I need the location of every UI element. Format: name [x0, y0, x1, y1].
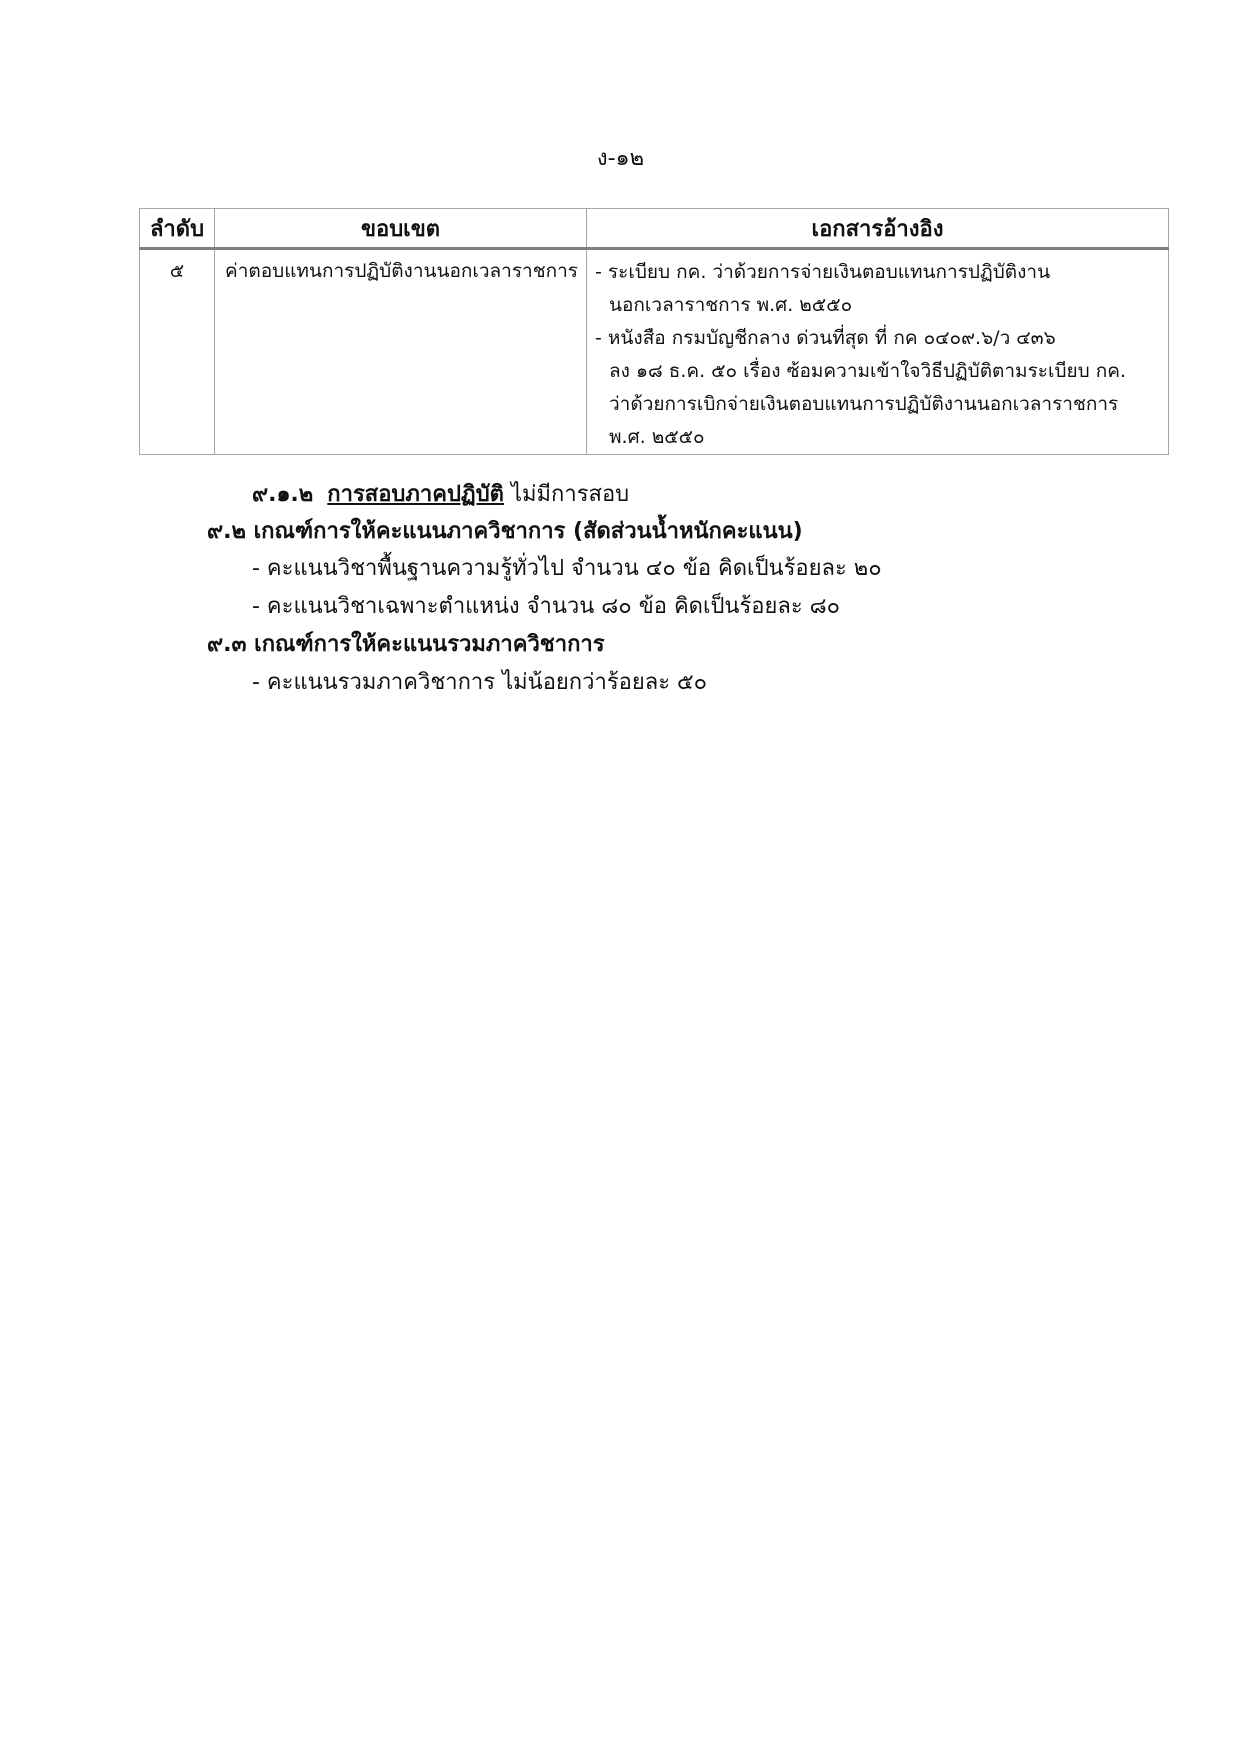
section-9-2-heading: ๙.๒ เกณฑ์การให้คะแนนภาควิชาการ (สัดส่วนน้ำหนักคะแนน) — [207, 519, 803, 544]
page-number: ง-๑๒ — [596, 146, 645, 171]
table-row — [140, 249, 1169, 455]
reference-line: - ระเบียบ กค. ว่าด้วยการจ่ายเงินตอบแทนการปฏิบัติงาน — [595, 261, 1051, 283]
reference-line: ลง ๑๘ ธ.ค. ๕๐ เรื่อง ซ้อมความเข้าใจวิธีปฏิบัติตามระเบียบ กค. — [609, 360, 1127, 382]
reference-table — [139, 208, 1169, 455]
header-scope: ขอบเขต — [215, 209, 587, 249]
section-9-1-2-title: การสอบภาคปฏิบัติ — [327, 482, 504, 507]
cell-scope: ค่าตอบแทนการปฏิบัติงานนอกเวลาราชการ — [215, 249, 587, 455]
reference-line: - หนังสือ กรมบัญชีกลาง ด่วนที่สุด ที่ กค ๐๔๐๙.๖/ว ๔๓๖ — [595, 327, 1056, 349]
cell-sequence: ๕ — [140, 249, 215, 455]
table-header-row — [140, 209, 1169, 249]
header-reference-documents: เอกสารอ้างอิง — [587, 209, 1169, 249]
section-9-1-2 — [252, 476, 629, 511]
header-sequence: ลำดับ — [140, 209, 215, 249]
section-9-1-2-text: ไม่มีการสอบ — [510, 482, 630, 507]
cell-references — [587, 249, 1169, 455]
reference-line: นอกเวลาราชการ พ.ศ. ๒๕๕๐ — [609, 294, 853, 316]
section-9-2-item: - คะแนนวิชาเฉพาะตำแหน่ง จำนวน ๘๐ ข้อ คิดเป็นร้อยละ ๘๐ — [252, 594, 841, 619]
section-9-1-2-number: ๙.๑.๒ — [252, 482, 314, 507]
section-9-3-item: - คะแนนรวมภาควิชาการ ไม่น้อยกว่าร้อยละ ๕๐ — [252, 670, 708, 695]
section-9-3-heading: ๙.๓ เกณฑ์การให้คะแนนรวมภาควิชาการ — [207, 632, 605, 657]
reference-line: ว่าด้วยการเบิกจ่ายเงินตอบแทนการปฏิบัติงานนอกเวลาราชการ — [609, 393, 1119, 415]
section-9-2-item: - คะแนนวิชาพื้นฐานความรู้ทั่วไป จำนวน ๔๐ ข้อ คิดเป็นร้อยละ ๒๐ — [252, 556, 882, 581]
reference-line: พ.ศ. ๒๕๕๐ — [609, 426, 705, 448]
